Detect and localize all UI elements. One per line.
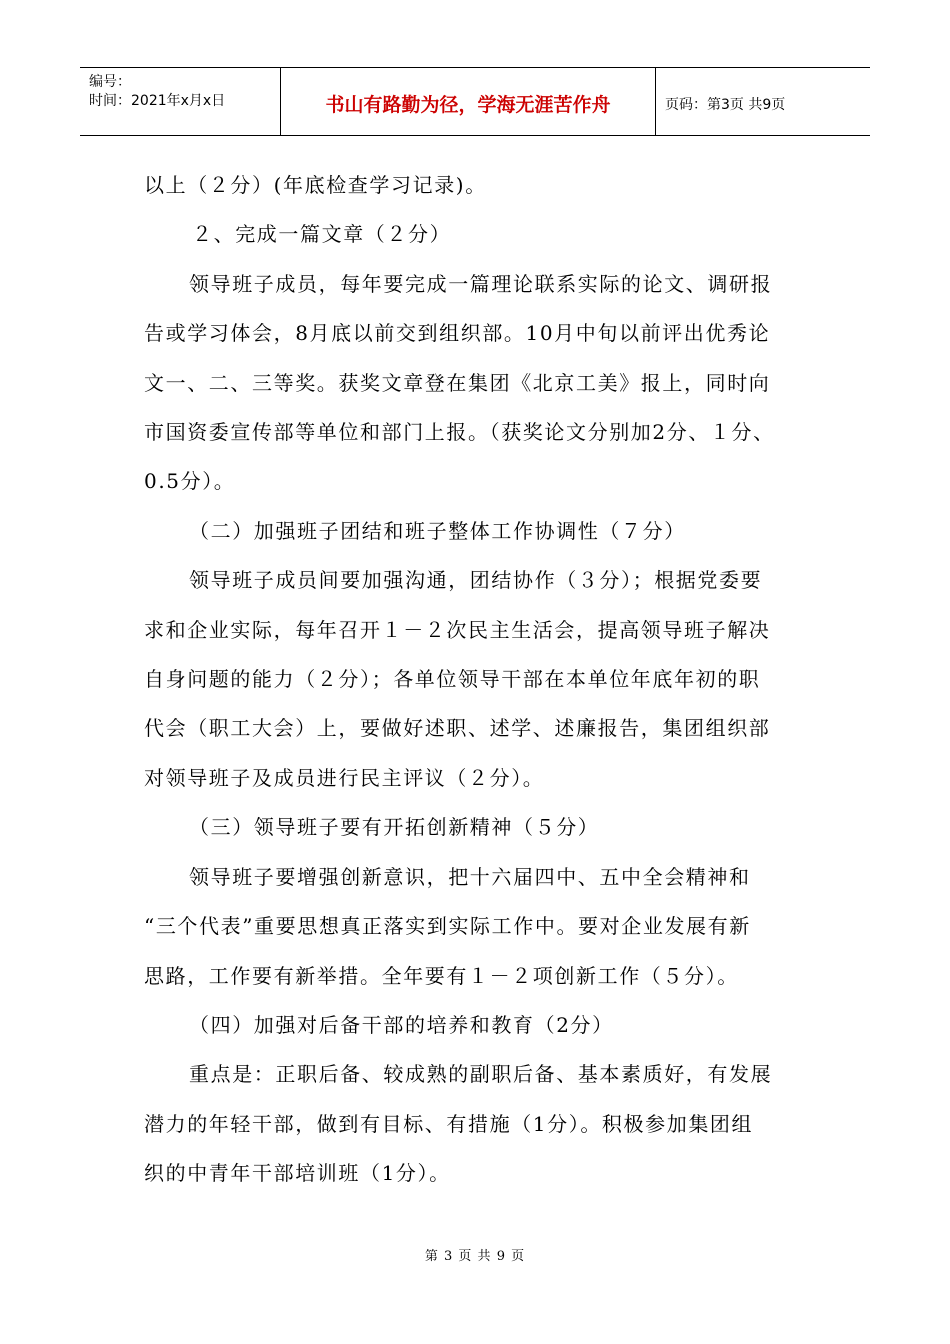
- document-time-label: 时间：2021年x月x日: [89, 93, 226, 109]
- paragraph-line: 以上（２分）(年底检查学习记录)。: [144, 173, 487, 197]
- paragraph-line: 代会（职工大会）上，要做好述职、述学、述廉报告，集团组织部: [144, 716, 771, 741]
- paragraph-line: 领导班子要增强创新意识，把十六届四中、五中全会精神和: [189, 864, 751, 889]
- paragraph-line: 0.5分）。: [144, 469, 236, 494]
- header-meta: [80, 68, 281, 135]
- paragraph-line: “三个代表”重要思想真正落实到实际工作中。要对企业发展有新: [144, 914, 751, 939]
- paragraph-line: 告或学习体会，8月底以前交到组织部。10月中旬以前评出优秀论: [144, 321, 771, 346]
- paragraph-line: 市国资委宣传部等单位和部门上报。（获奖论文分别加2分、１分、: [144, 420, 775, 445]
- section-heading: （四）加强对后备干部的培养和教育（2分）: [189, 1012, 614, 1037]
- paragraph-line: 自身问题的能力（２分）；各单位领导干部在本单位年底年初的职: [144, 667, 761, 692]
- paragraph-line: 领导班子成员间要加强沟通，团结协作（３分）；根据党委要: [189, 568, 763, 593]
- paragraph-line: 文一、二、三等奖。获奖文章登在集团《北京工美》报上，同时向: [144, 370, 771, 395]
- document-body: [144, 161, 824, 1199]
- header-motto: 书山有路勤为径，学海无涯苦作舟: [281, 68, 656, 135]
- page-header: [80, 67, 870, 136]
- paragraph-line: 重点是：正职后备、较成熟的副职后备、基本素质好，有发展: [189, 1062, 773, 1087]
- paragraph-line: 织的中青年干部培训班（1分）。: [144, 1161, 451, 1186]
- document-number-label: 编号：: [89, 74, 131, 90]
- paragraph-line: 潜力的年轻干部，做到有目标、有措施（1分）。积极参加集团组: [144, 1111, 754, 1136]
- section-heading: ２、完成一篇文章（２分）: [192, 222, 452, 247]
- section-heading: （二）加强班子团结和班子整体工作协调性（７分）: [189, 518, 686, 543]
- section-heading: （三）领导班子要有开拓创新精神（５分）: [189, 815, 600, 840]
- header-page-info: 页码：第3页 共9页: [665, 96, 786, 113]
- page-footer: 第 3 页 共 9 页: [424, 1249, 526, 1264]
- paragraph-line: 求和企业实际，每年召开１－２次民主生活会，提高领导班子解决: [144, 617, 771, 642]
- paragraph-line: 思路，工作要有新举措。全年要有１－２项创新工作（５分）。: [144, 963, 739, 988]
- paragraph-line: 领导班子成员，每年要完成一篇理论联系实际的论文、调研报: [189, 271, 773, 296]
- paragraph-line: 对领导班子及成员进行民主评议（２分）。: [144, 765, 545, 790]
